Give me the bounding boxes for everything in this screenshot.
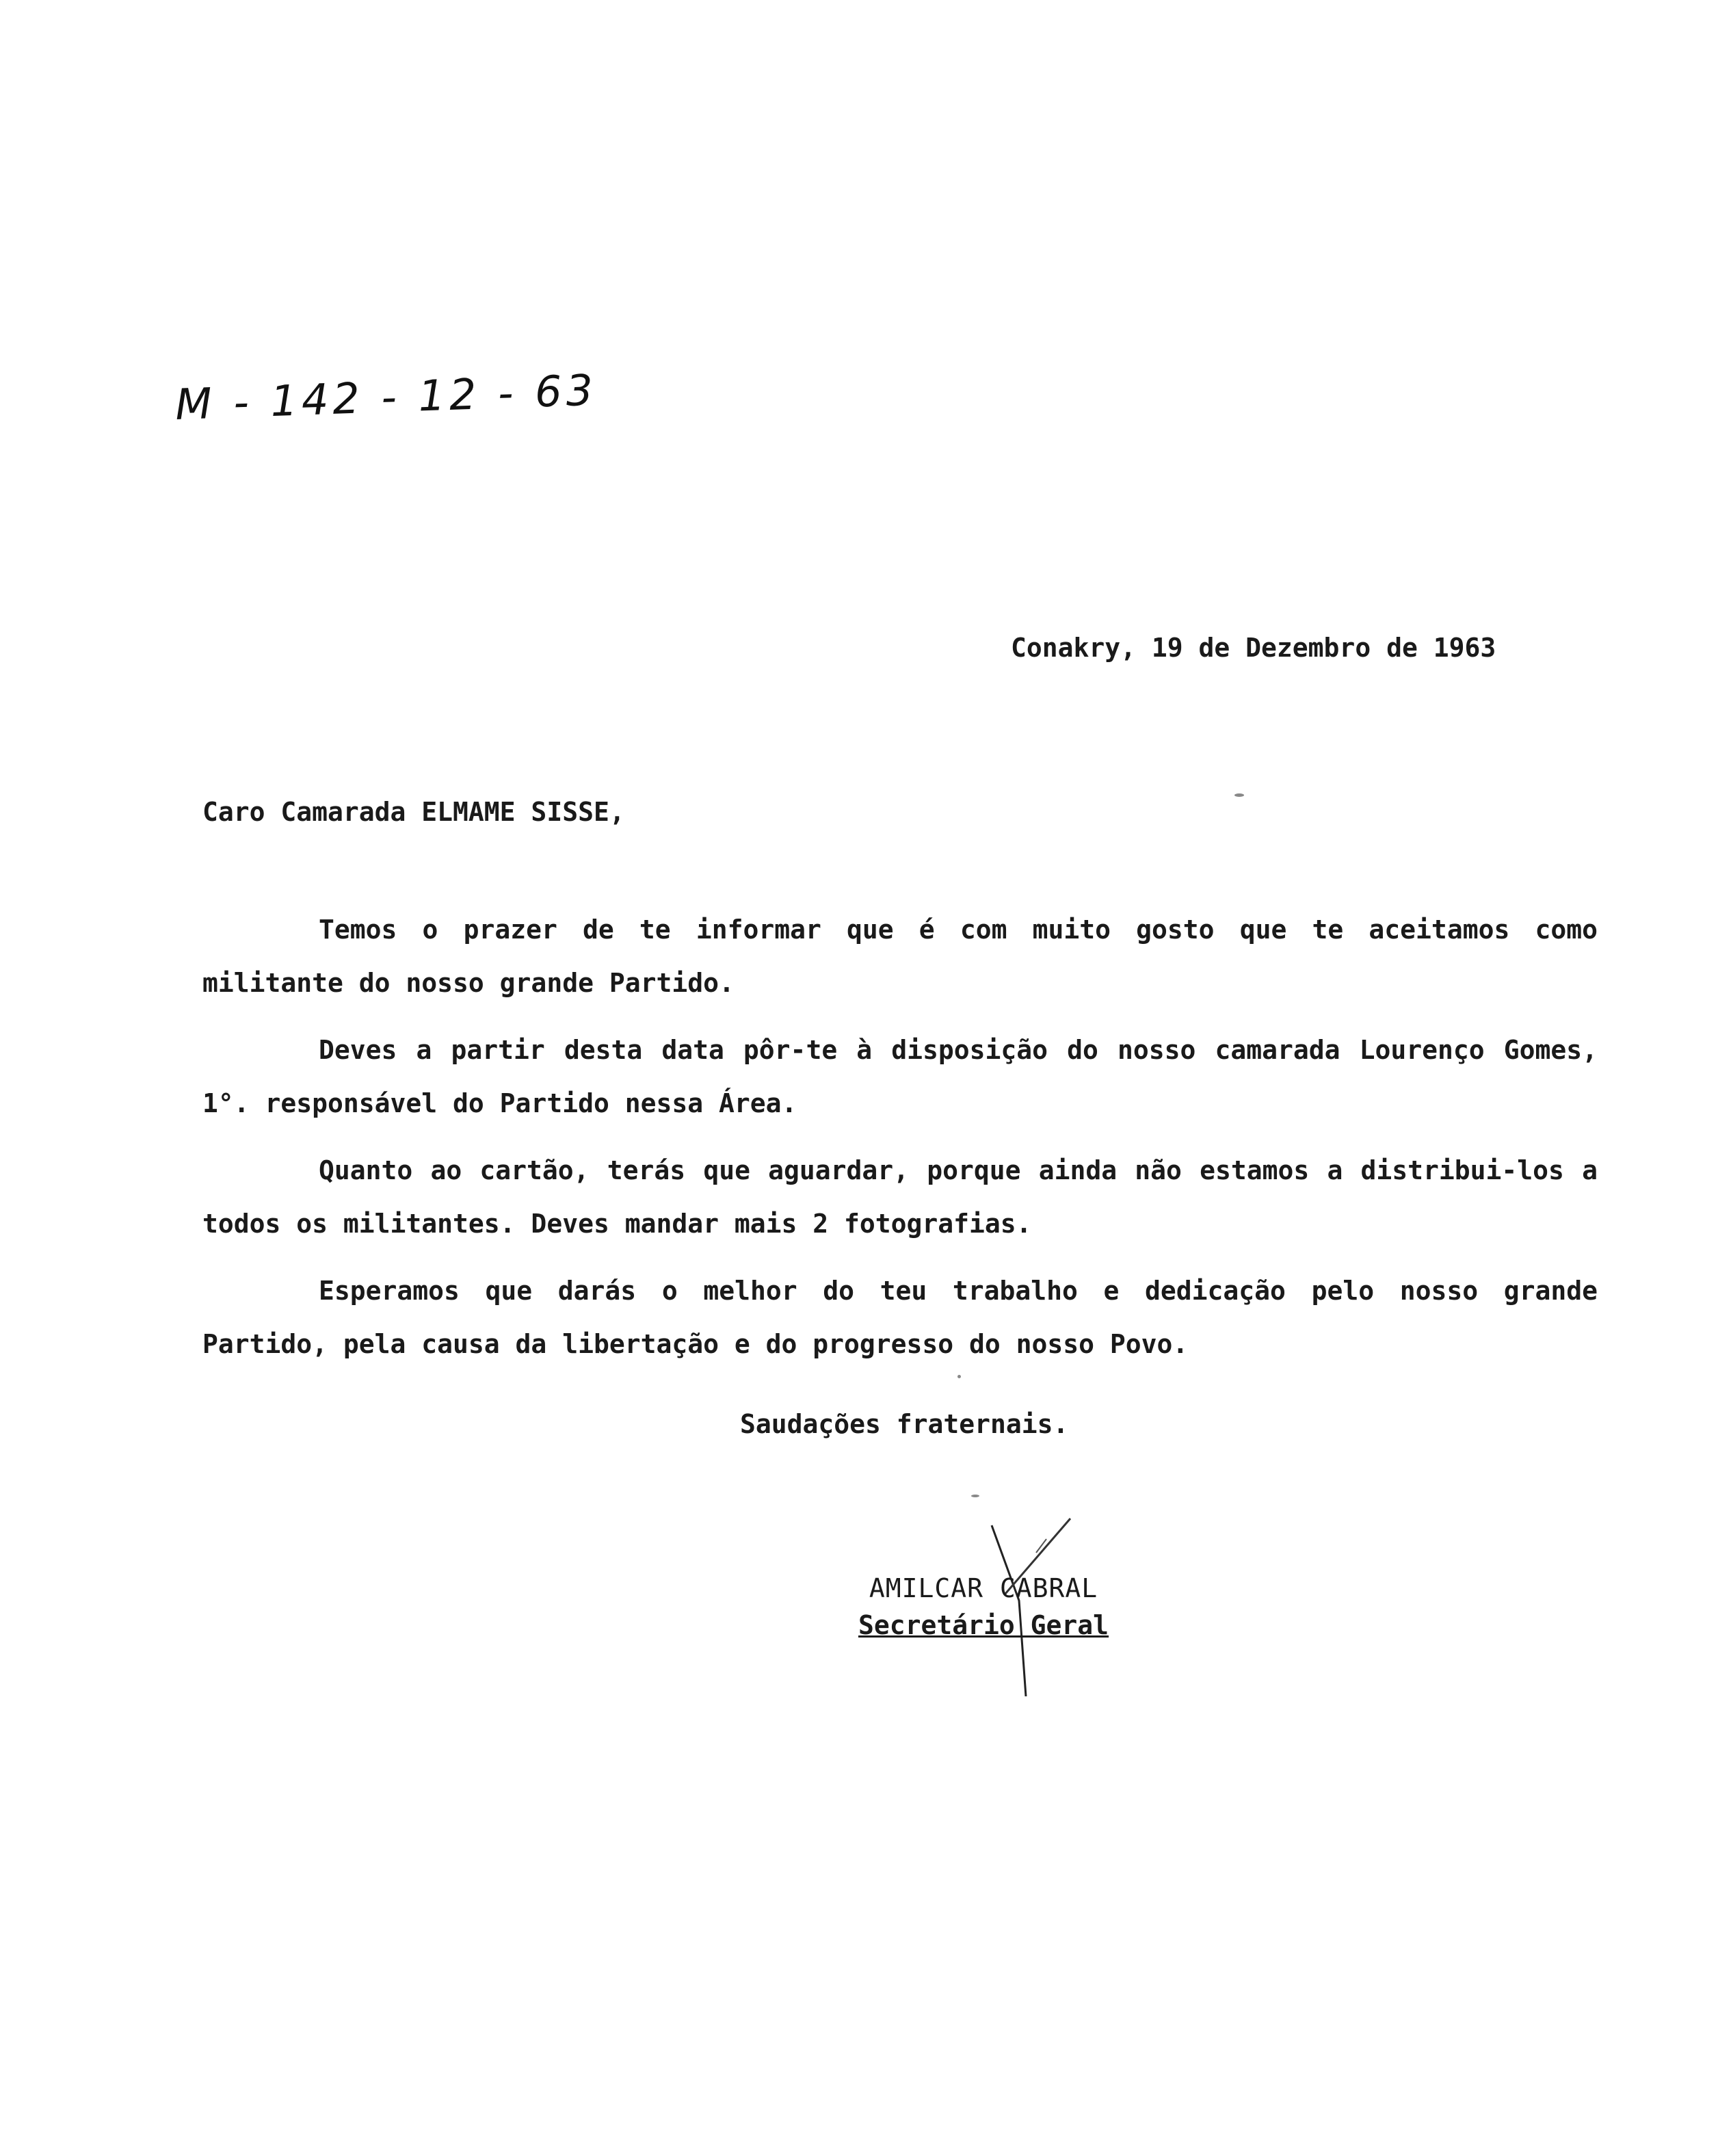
letter-body — [202, 903, 1598, 1384]
date-line: Conakry, 19 de Dezembro de 1963 — [1011, 633, 1496, 663]
paragraph-expectations: Esperamos que darás o melhor do teu trabalho e dedicação pelo nosso grande Partido, pela causa da libertação e do progresso do nosso Povo. — [202, 1276, 1598, 1359]
paragraph-membership-card: Quanto ao cartão, terás que aguardar, porque ainda não estamos a distribui-los a todos os militantes. Deves mandar mais 2 fotografias. — [202, 1155, 1598, 1239]
signatory-name: AMILCAR CABRAL — [869, 1573, 1098, 1603]
scan-speck — [1234, 793, 1244, 797]
signatory-title: Secretário Geral — [858, 1610, 1109, 1640]
paragraph-acceptance: Temos o prazer de te informar que é com muito gosto que te aceitamos como militante do nosso grande Partido. — [202, 915, 1598, 998]
scan-speck — [971, 1495, 979, 1497]
salutation: Caro Camarada ELMAME SISSE, — [202, 797, 625, 827]
handwritten-reference-number: M - 142 - 12 - 63 — [174, 365, 598, 430]
closing-greeting: Saudações fraternais. — [740, 1409, 1069, 1439]
signature-block — [858, 1573, 1109, 1640]
paragraph-assignment: Deves a partir desta data pôr-te à disposição do nosso camarada Lourenço Gomes, 1°. responsável do Partido nessa Área. — [202, 1035, 1598, 1118]
scan-speck — [957, 1375, 961, 1378]
